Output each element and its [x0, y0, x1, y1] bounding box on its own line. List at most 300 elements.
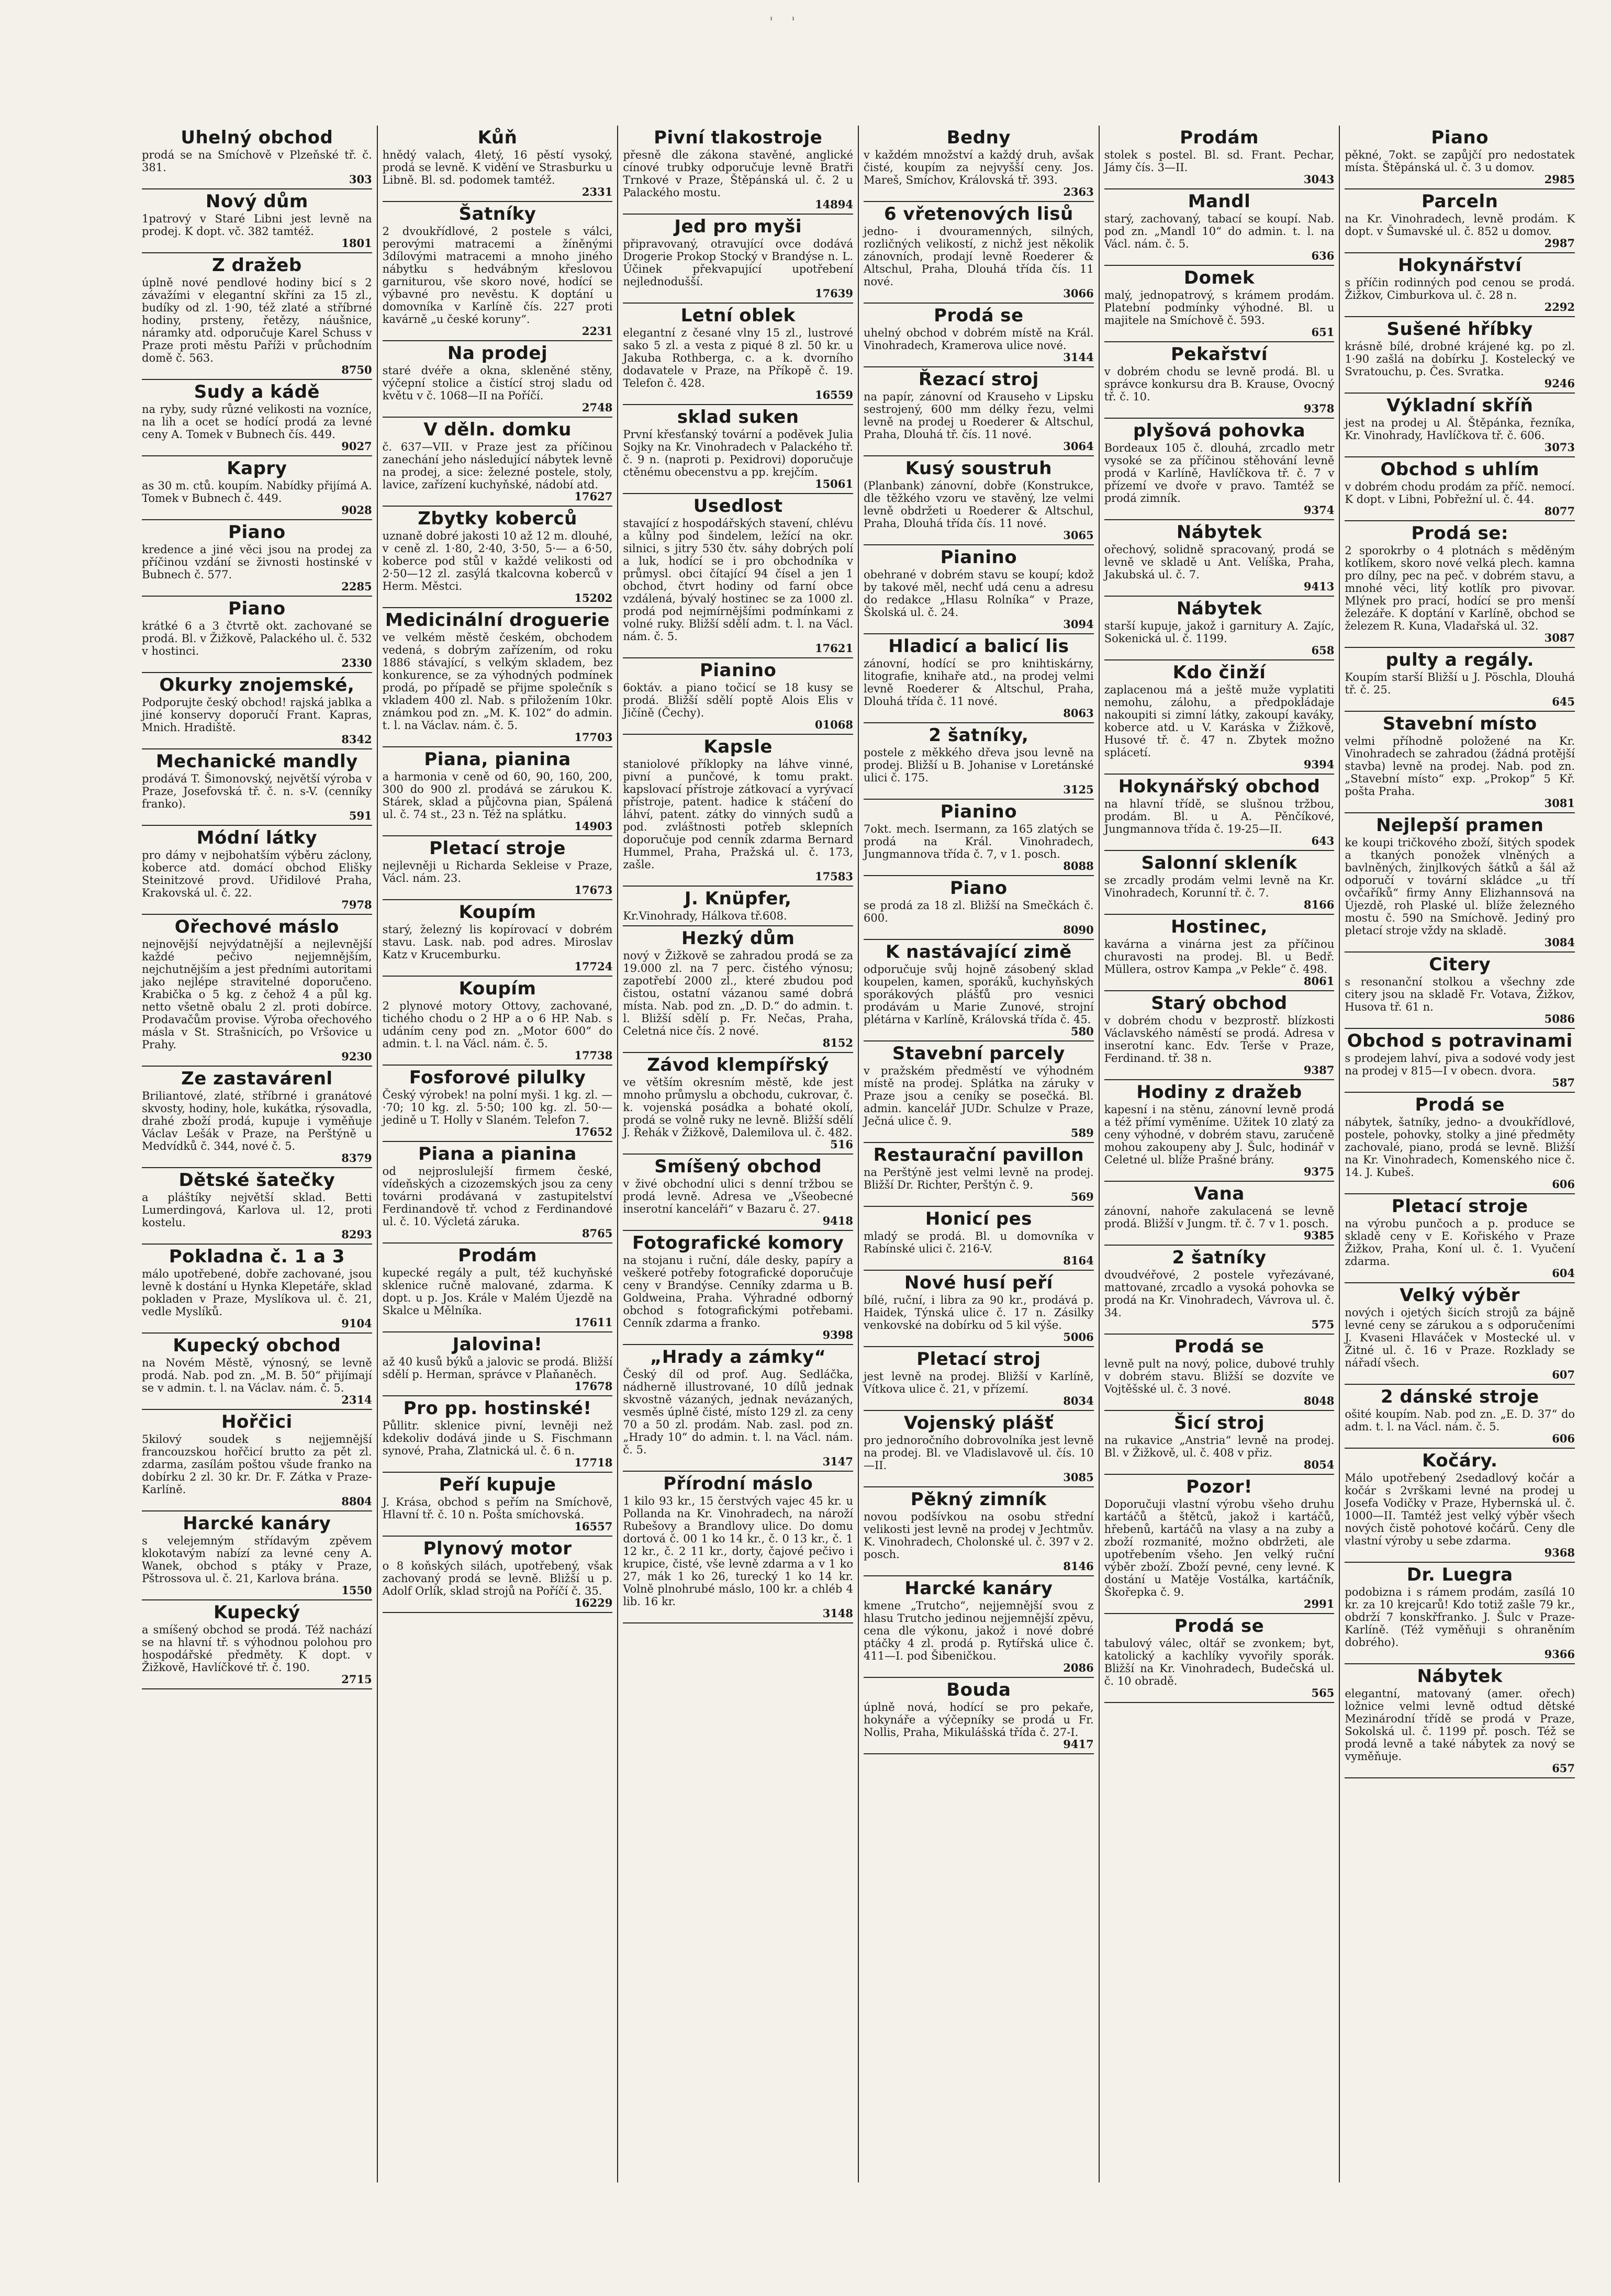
classified-ad [623, 735, 853, 887]
classified-ad [1345, 521, 1575, 648]
ad-text: staniolové příklopky na láhve vinné, pivní a punčové, k tomu prakt. kapslovací přístroje zátkovací a vyrývací přístroje, patent. hadice k stáčení do láhví, patent. zátky do vinných sudů a pod. zvláštnosti potřeb sklepních doporučuje pod cenník zdarma Bernard Hummel, Praha, Pražská ul. č. 173, zašle. [623, 758, 854, 871]
ad-code: 1801 [341, 237, 372, 250]
ad-title: 6 vřetenových lisů [884, 204, 1073, 225]
ad-title: Velký výběr [1400, 1285, 1520, 1306]
classified-ad [1104, 1411, 1335, 1475]
ad-code: 580 [1070, 1025, 1094, 1038]
ad-text: bílé, ruční, i libra za 90 kr., prodává p. Haidek, Týnská ulice č. 17 n. Zásilky venkovské na dobírku od 5 kil výše. [864, 1294, 1094, 1331]
ad-text: as 30 m. ctů. koupím. Nabídky přijímá A. Tomek v Bubnech č. 449. [142, 479, 372, 505]
ad-text: na Kr. Vinohradech, levně prodám. K dopt. v Šumavské ul. č. 852 u domov. [1345, 212, 1575, 238]
ad-text: První křesťanský tovární a poděvek Julia Sojky na Kr. Vinohradech v Palackého tř. č. 9 n. (naproti p. Pexidrovi) doporučuje ctěnému obecenstvu a pp. krejčím. [623, 428, 854, 478]
ad-code: 8750 [341, 363, 372, 376]
ad-code: 589 [1070, 1126, 1094, 1139]
ad-text: ošité koupím. Nab. pod zn. „E. D. 37“ do adm. t. l. na Václ. nám. č. 5. [1345, 1408, 1575, 1433]
ad-code: 9378 [1303, 402, 1335, 415]
ad-code: 3144 [1063, 351, 1094, 364]
ad-text: na Perštýně jest velmi levně na prodej. Bližší Dr. Richter, Perštýn č. 9. [864, 1166, 1094, 1191]
ad-text: elegantní, matovaný (amer. ořech) ložnice velmi levně odtud dětské Mezinárodní třídě se prodá v Praze, Sokolská ul. č. 1199 př. posch. Též se prodá levně a také nábytek za nový se vyměňuje. [1345, 1687, 1575, 1763]
ad-code: 8152 [822, 1036, 854, 1049]
ad-text: na Novém Městě, výnosný, se levně prodá. Nab. pod zn. „M. B. 50“ přijímají se v admin. t. l. na Václav. nám. č. 5. [142, 1357, 372, 1394]
classified-ad [1345, 712, 1575, 813]
classified-ad [623, 926, 853, 1053]
classified-ad [623, 1053, 853, 1155]
classified-ad [142, 1067, 372, 1168]
classified-ad [1104, 1182, 1335, 1246]
ad-title: Pletací stroj [916, 1349, 1041, 1370]
ad-code: 9394 [1303, 758, 1335, 771]
ad-title: Pekařství [1170, 344, 1268, 365]
classified-ad [864, 723, 1094, 800]
ad-title: Pivní tlakostroje [654, 127, 823, 148]
ad-title: Citery [1429, 954, 1491, 975]
ad-text: tabulový válec, oltář se zvonkem; byt, katolický a kachlíky vyvořily sporák. Bližší na Kr. Vinohradech, Budečská ul. č. 10 obradě. [1104, 1637, 1335, 1687]
ad-title: Vana [1194, 1183, 1245, 1204]
classified-ad [864, 202, 1094, 304]
ad-title: Sušené hříbky [1386, 319, 1533, 340]
ad-code: 14894 [814, 198, 854, 211]
ad-code: 17718 [574, 1456, 613, 1469]
ad-title: 2 šatníky, [928, 725, 1029, 746]
ad-title: Piano [1431, 127, 1489, 148]
ad-title: Kdo činží [1172, 662, 1266, 683]
ad-title: Okurky znojemské, [159, 675, 355, 696]
ad-code: 8146 [1063, 1560, 1094, 1573]
classified-ad [623, 887, 853, 926]
classified-ad [864, 1411, 1094, 1487]
ad-text: obehrané v dobrém stavu se koupí; kdož by takové měl, nechť udá cenu a adresu do redakce „Hlasu Rolníka“ v Praze, Školská ul. č. 24. [864, 568, 1094, 619]
ad-title: Závod klempířský [647, 1055, 830, 1076]
ad-code: 575 [1311, 1318, 1335, 1331]
ad-title: Nové husí peří [904, 1272, 1053, 1293]
classified-ad [383, 418, 613, 507]
ad-title: Prodá se [934, 305, 1024, 326]
classified-ad [864, 456, 1094, 545]
ad-code: 17738 [574, 1049, 613, 1062]
classified-ad [864, 1678, 1094, 1754]
ad-title: Pro pp. hostinské! [403, 1398, 592, 1419]
ad-title: Fotografické komory [632, 1233, 844, 1253]
classified-columns [137, 126, 1580, 2182]
classified-ad [864, 367, 1094, 456]
ad-title: Pianino [940, 801, 1017, 822]
ad-title: Obchod s uhlím [1380, 459, 1539, 480]
ad-title: J. Knüpfer, [684, 888, 792, 909]
classified-ad [142, 253, 372, 380]
classified-ad [1104, 1475, 1335, 1614]
ad-text: nový v Žižkově se zahradou prodá se za 19.000 zl. na 7 perc. čistého výnosu; zapotřebí 2000 zl., které zbudou pod čistou, ostatní vázanou samé dobrá místa. Nab. pod zn. „D. D.“ do admin. t. l. Bližší sdělí p. Fr. Nečas, Praha, Celetná nice čís. 2 nové. [623, 949, 854, 1037]
ad-title: Vojenský plášť [903, 1413, 1054, 1433]
ad-code: 606 [1552, 1432, 1575, 1445]
classified-ad [1345, 813, 1575, 953]
ad-text: zánovní, nahoře zakulacená se levně prodá. Bližší v Jungm. tř. č. 7 v 1. posch. [1104, 1205, 1335, 1230]
ad-code: 17703 [574, 731, 613, 744]
ad-code: 9385 [1303, 1229, 1335, 1242]
classified-ad [623, 1155, 853, 1231]
ad-title: Piano [950, 878, 1008, 899]
ad-title: Ořechové máslo [174, 916, 339, 937]
ad-text: Bordeaux 105 č. dlouhá, zrcadlo metr vysoké se za příčinou stěhování levně prodá v Karlíně, Havlíčkova tř. č. 7 v přízemí ve dvoře v pravo. Tamtéž se prodá zimník. [1104, 442, 1335, 505]
ad-code: 8342 [341, 733, 372, 746]
ad-text: malý, jednopatrový, s krámem prodám. Platební podmínky výhodné. Bl. u majitele na Smíchově č. 593. [1104, 289, 1335, 327]
ad-text: 1patrový v Staré Libni jest levně na prodej. K dopt. vč. 382 tamtéž. [142, 212, 372, 238]
ad-text: a harmonia v ceně od 60, 90, 160, 200, 300 do 900 zl. prodává se zárukou K. Stárek, sklad a půjčovna pian, Spálená ul. č. 74 st., 23 n. Též na splátku. [382, 770, 613, 821]
classified-ad [142, 189, 372, 253]
ad-code: 3085 [1063, 1471, 1094, 1484]
ad-text: Málo upotřebený 2sedadlový kočár a kočár s 2vrškami levné na prodej u Josefa Vodičky v Praze, Hybernská ul. č. 1000—II. Tamtéž jest velký výběr všech nových čistě pohotové kočárů. Ceny dle vlastní výroby u sebe zdarma. [1345, 1472, 1575, 1547]
ad-code: 3125 [1063, 783, 1094, 796]
ad-text: na papír, zánovní od Krauseho v Lipsku sestrojený, 600 mm délky řezu, velmi levně na prodej u Roederer & Altschul, Praha, Dlouhá tř. čís. 11 nové. [864, 390, 1094, 441]
ad-title: V děln. domku [423, 419, 572, 440]
ad-code: 3066 [1063, 287, 1094, 300]
ad-title: Prodám [1180, 127, 1259, 148]
ad-text: připravovaný, otravující ovce dodává Drogerie Prokop Stocký v Brandýse n. L. Účinek překvapující upotřebení nejlednodušší. [623, 238, 854, 288]
ad-text: prodává T. Šimonovský, největší výroba v Praze, Josefovská tř. č. n. s-V. (cenníky franko). [142, 772, 372, 810]
ad-code: 9374 [1303, 503, 1335, 517]
ad-code: 17621 [814, 642, 854, 655]
ad-text: jest na prodej u Al. Štěpánka, řezníka, Kr. Vinohrady, Havlíčkova tř. č. 606. [1345, 417, 1575, 442]
classified-ad [1345, 457, 1575, 521]
ad-title: Hodiny z dražeb [1136, 1082, 1302, 1103]
classified-ad [142, 673, 372, 749]
ad-code: 14903 [574, 820, 613, 833]
classified-ad [383, 900, 613, 977]
ad-text: a pláštíky největší sklad. Betti Lumerdingová, Karlova ul. 12, proti kostelu. [142, 1191, 372, 1229]
ad-text: pro dámy v nejbohatším výběru záclony, koberce atd. domácí obchod Elišky Steinitzové provd. Uřidilové Praha, Krakovská ul. č. 22. [142, 849, 372, 899]
ad-code: 2314 [341, 1393, 372, 1406]
ad-title: sklad suken [677, 407, 799, 428]
ad-text: Český výrobek! na polní myši. 1 kg. zl. —·70; 10 kg. zl. 5·50; 100 kg. zl. 50·— jedině u T. Holly v Slaném. Telefon 7. [382, 1089, 613, 1126]
ad-code: 17583 [814, 870, 854, 883]
ad-title: Bedny [946, 127, 1011, 148]
ad-text: pro jednoročního dobrovolníka jest levně na prodej. Bl. ve Vladislavově ul. čís. 10—II. [864, 1434, 1094, 1472]
classified-ad [383, 836, 613, 900]
ad-text: v dobrém chodu prodám za příč. nemocí. K dopt. v Libni, Pobřežní ul. č. 44. [1345, 480, 1575, 506]
ad-code: 9387 [1303, 1063, 1335, 1077]
classified-ad [383, 1066, 613, 1142]
classified-ad [1345, 1385, 1575, 1449]
ad-code: 2285 [341, 580, 372, 593]
ad-title: Mandl [1188, 191, 1251, 212]
ad-title: Koupím [458, 902, 536, 923]
ad-text: nejnovější nejvýdatnější a nejlevnější každé pečivo nejjemnějším, nejchutnějším a jest předními autoritami jako nejlépe stravitelné doporučeno. Krabička o 5 kg. z čehož 4 a půl kg. netto všetně obalu 2 zl. proti dobírce. Prodavačům provise. Výroba ořechového másla v St. Strašnicích, po Vršovice u Prahy. [142, 938, 372, 1051]
ad-text: s prodejem lahví, piva a sodové vody jest na prodej v 815—I v obecn. dvora. [1345, 1052, 1575, 1077]
ad-text: v každém množství a každý druh, avšak čisté, koupím za nejvyšší ceny. Jos. Mareš, Smíchov, Královská tř. 393. [864, 149, 1094, 186]
ad-code: 645 [1552, 695, 1575, 708]
classified-ad [142, 749, 372, 826]
classified-ad [383, 608, 613, 747]
classified-ad [142, 1600, 372, 1689]
ad-title: Nábytek [1176, 598, 1262, 619]
ad-title: Kupecký [213, 1602, 300, 1623]
ad-title: Restaurační pavillon [873, 1145, 1084, 1166]
ad-code: 2363 [1063, 185, 1094, 198]
classified-ad [864, 1207, 1094, 1271]
column-3 [617, 126, 858, 2182]
ad-code: 658 [1311, 644, 1335, 657]
ad-text: kmene „Trutcho“, nejjemnější svou z hlasu Trutcho jedinou nejjemnější zpěvu, cena dle výkonu, jakož i nové dobré ptáčky 4 zl. prodá p. Rytířská ulice č. 411—I. pod Šibeničkou. [864, 1599, 1094, 1662]
ad-code: 2292 [1544, 300, 1575, 313]
ad-title: Kočáry. [1422, 1450, 1498, 1471]
ad-text: s příčin rodinných pod cenou se prodá. Žižkov, Cimburkova ul. č. 28 n. [1345, 276, 1575, 301]
ad-code: 9418 [822, 1214, 854, 1227]
classified-ad [1345, 1449, 1575, 1563]
ad-code: 8048 [1303, 1394, 1335, 1407]
classified-ad [1104, 991, 1335, 1080]
classified-ad [623, 494, 853, 658]
ad-code: 8166 [1303, 898, 1335, 911]
ad-title: Jalovina! [452, 1334, 543, 1355]
ad-title: Pianino [940, 547, 1017, 568]
ad-text: s velejemným střídavým zpěvem klokotavým nabízí za levné ceny A. Wanek, obchod s ptáky v Praze, Pštrossova ul. č. 21, Karlova brána. [142, 1535, 372, 1585]
ad-text: kredence a jiné věci jsou na prodej za příčinou vzdání se živnosti hostinské v Bubnech č. 577. [142, 543, 372, 581]
classified-ad [623, 304, 853, 405]
classified-ad [1345, 394, 1575, 457]
ad-title: Stavební místo [1382, 713, 1537, 734]
classified-ad [142, 597, 372, 673]
classified-ad [383, 341, 613, 418]
ad-title: Pianino [699, 660, 777, 681]
classified-ad [142, 380, 372, 456]
ad-text: na výrobu punčoch a p. produce se skladě ceny v E. Kořiského v Praze Žižkov, Praha, Koní ul. č. 1. Vyučení zdarma. [1345, 1217, 1575, 1268]
ad-code: 2715 [341, 1673, 372, 1686]
classified-ad [623, 126, 853, 215]
ad-title: Piano [228, 522, 286, 543]
ad-text: o 8 koňských silách, upotřebený, však zachovaný prodá se levně. Bližší u p. Adolf Orlík, sklad strojů na Poříčí č. 35. [382, 1560, 613, 1597]
ad-text: 1 kilo 93 kr., 15 čerstvých vajec 45 kr. u Pollanda na Kr. Vinohradech, na nároží Rubešovy a Brandlovy ulice. Do domu dortová č. 00 1 ko 14 kr., č. 0 13 kr., č. 1 12 kr., č. 2 11 kr., dorty, čajové pečivo i krupice, čisté, vše levně zdarma a v 1 ko 27, mák 1 ko 26, turecký 1 ko 14 kr. Volně plnohrubé máslo, 100 kr. a chléb 4 lib. 16 kr. [623, 1495, 854, 1608]
column-5 [1099, 126, 1339, 2182]
ad-code: 3043 [1303, 173, 1335, 186]
classified-ad [1104, 1335, 1335, 1411]
ad-text: Půllitr. sklenice pivní, levněji než kdekoliv dodává jinde u S. Fischmann synové, Praha, Zlatnická ul. č. 6 n. [382, 1419, 613, 1457]
classified-ad [1104, 915, 1335, 991]
ad-title: Výkladní skříň [1386, 395, 1534, 416]
classified-ad [1345, 648, 1575, 712]
ad-title: Zbytky koberců [418, 508, 577, 529]
classified-ad [623, 1472, 853, 1623]
ad-code: 587 [1552, 1076, 1575, 1089]
ad-title: Hokynářský obchod [1118, 776, 1321, 797]
ad-title: Kupecký obchod [173, 1335, 341, 1356]
classified-ad [142, 456, 372, 520]
ad-code: 3065 [1063, 529, 1094, 542]
ad-text: jest levně na prodej. Bližší v Karlíně, Vítkova ulice č. 21, v přízemí. [864, 1370, 1094, 1395]
ad-text: ke koupi tričkového zboží, šitých spodek a tkaných ponožek vlněných a bavlněných, žinjlkových šátků a šál až odporučí v tovární skládce „u tří ovčaříků“ firmy Anny Elizhannsová na Újezdě, roh Plaské ul. blíže železného mostu č. 590 na Smíchově. Jediný pro pletací stroje vždy na skladě. [1345, 836, 1575, 937]
ad-title: Peří kupuje [439, 1474, 556, 1495]
classified-ad [383, 126, 613, 202]
classified-ad [623, 1231, 853, 1345]
ad-code: 8061 [1303, 975, 1335, 988]
ad-code: 15061 [814, 477, 854, 490]
classified-ad [864, 304, 1094, 367]
classified-ad [1104, 266, 1335, 342]
classified-ad [1345, 1283, 1575, 1385]
classified-ad [1104, 597, 1335, 660]
column-2 [377, 126, 618, 2182]
ad-code: 9028 [341, 503, 372, 517]
classified-ad [864, 126, 1094, 202]
ad-text: kupecké regály a pult, též kuchyňské sklenice ručně malované, zdarma. K dopt. u p. Jos. Krále v Malém Újezdě na Skalce u Mělníka. [382, 1267, 613, 1317]
ad-code: 643 [1311, 834, 1335, 847]
ad-code: 8054 [1303, 1458, 1335, 1471]
ad-title: Uhelný obchod [181, 127, 333, 148]
ad-code: 5006 [1063, 1330, 1094, 1343]
ad-title: Smíšený obchod [654, 1156, 822, 1177]
ad-code: 8804 [341, 1495, 372, 1508]
ad-text: mladý se prodá. Bl. u domovníka v Rabínské ulici č. 216-V. [864, 1230, 1094, 1255]
ad-title: Obchod s potravinami [1347, 1031, 1573, 1051]
ad-code: 9413 [1303, 580, 1335, 593]
classified-ad [1104, 1246, 1335, 1335]
ad-code: 2231 [581, 324, 613, 338]
ad-title: Usedlost [693, 496, 783, 517]
ad-text: 7okt. mech. Isermann, za 165 zlatých se prodá na Král. Vinohradech, Jungmannova třída č. 7, v 1. posch. [864, 823, 1094, 860]
classified-ad [383, 507, 613, 608]
ad-code: 3073 [1544, 441, 1575, 454]
classified-ad [623, 658, 853, 735]
classified-ad [142, 1334, 372, 1410]
classified-ad [383, 1244, 613, 1332]
ad-code: 17639 [814, 287, 854, 300]
classified-ad [1345, 1194, 1575, 1283]
ad-text: ořechový, solidně spracovaný, prodá se levně ve skladě u Ant. Velíška, Praha, Jakubská ul. č. 7. [1104, 543, 1335, 581]
ad-code: 7978 [341, 898, 372, 911]
ad-title: Nábytek [1176, 522, 1262, 543]
classified-ad [1345, 189, 1575, 253]
ad-code: 9398 [822, 1328, 854, 1341]
ad-title: Parceln [1422, 191, 1498, 212]
ad-text: novou podšívkou na osobu střední velikosti jest levně na prodej v Jechtmův. K. Vinohradech, Cholonské ul. č. 397 v 2. posch. [864, 1510, 1094, 1561]
ad-title: Mechanické mandly [155, 751, 358, 772]
ad-text: Briliantové, zlaté, stříbrné i granátové skvosty, hodiny, hole, kukátka, rýsovadla, drahé zboží prodá, kupuje i vyměňuje Václav Lešák v Praze, na Perštýně u Medvídků č. 344, nové č. 5. [142, 1090, 372, 1152]
ad-code: 651 [1311, 326, 1335, 339]
ad-text: starý, železný lis kopírovací v dobrém stavu. Lask. nab. pod adres. Miroslav Katz v Krucemburku. [382, 923, 613, 961]
classified-ad [1104, 520, 1335, 597]
classified-ad [142, 1511, 372, 1600]
ad-code: 8293 [341, 1228, 372, 1241]
classified-ad [142, 915, 372, 1067]
ad-title: Plynový motor [423, 1538, 572, 1559]
ad-text: v dobrém chodu v bezprostř. blízkosti Václavského náměstí se prodá. Adresa v inserotní kanc. Edv. Terše v Praze, Ferdinand. tř. 38 n. [1104, 1014, 1335, 1065]
ad-text: se zrcadly prodám velmi levně na Kr. Vinohradech, Korunní tř. č. 7. [1104, 874, 1335, 899]
ad-text: stolek s postel. Bl. sd. Frant. Pechar, Jámy čís. 3—II. [1104, 149, 1335, 174]
ad-code: 3094 [1063, 618, 1094, 631]
ad-title: Harcké kanáry [183, 1513, 331, 1534]
classified-ad [864, 1347, 1094, 1411]
ad-title: Šicí stroj [1173, 1413, 1265, 1433]
ad-code: 3087 [1544, 631, 1575, 644]
ad-code: 3147 [822, 1455, 854, 1468]
ad-title: Kapry [227, 458, 287, 479]
ad-text: dvoudvéřové, 2 postele vyřezávané, mattované, zrcadlo a vysoká pohovka se prodá na Kr. Vinohradech, Vávrova ul. č. 34. [1104, 1269, 1335, 1319]
ad-title: 2 dánské stroje [1380, 1386, 1539, 1407]
ad-text: na rukavice „Anstria“ levně na prodej. Bl. v Žižkově, ul. č. 408 v přiz. [1104, 1434, 1335, 1459]
classified-ad [142, 826, 372, 915]
classified-ad [142, 1245, 372, 1334]
classified-ad [1104, 419, 1335, 520]
ad-text: stavající z hospodářských stavení, chlévu a kůlny pod šindelem, ležící na okr. silnici, s jitry 530 čtv. sáhy dobrých polí a luk, hodící se i pro obchodníka v průmysl. obci čítající 94 čísel a jen 1 obchod, čtvrt hodiny od farní obce vzdálená, bývalý hostinec se za 1000 zl. prodá pod nejmírnějšími podmínkami z volné ruky. Bližší sdělí adm. t. l. na Václ. nám. č. 5. [623, 517, 854, 643]
ad-code: 17724 [574, 960, 613, 973]
classified-ad [864, 1271, 1094, 1347]
classified-ad [383, 977, 613, 1066]
classified-ad [1345, 317, 1575, 394]
classified-ad [1345, 1563, 1575, 1664]
ad-title: Kusý soustruh [905, 458, 1052, 479]
classified-ad [1104, 775, 1335, 851]
ad-text: úplně nová, hodící se pro pekaře, hokynáře a výčepníky se prodá u Fr. Nollis, Praha, Mikulášská třída č. 27-I. [864, 1701, 1094, 1739]
ad-title: plyšová pohovka [1133, 420, 1306, 441]
ad-code: 516 [830, 1138, 854, 1151]
classified-ad [383, 1396, 613, 1473]
classified-ad [383, 1332, 613, 1396]
ad-code: 3084 [1544, 936, 1575, 949]
ad-text: 2 plynové motory Ottovy, zachované, tichého chodu o 2 HP a o 6 HP. Nab. s udáním ceny pod zn. „Motor 600“ do admin. t. l. na Václ. nám. č. 5. [382, 1000, 613, 1050]
top-mark: ' [769, 15, 774, 30]
column-4 [858, 126, 1099, 2182]
classified-ad [1104, 126, 1335, 189]
ad-title: Pletací stroje [429, 838, 566, 859]
ad-text: odporučuje svůj hojně zásobený sklad koupelen, kamen, sporáků, kuchyňských sporákových plášťů pro vesnici prodávám u Marie Zunové, strojní plétárna v Karlíně, Královská třída č. 45. [864, 963, 1094, 1026]
top-mark: ' [791, 15, 796, 30]
ad-title: Dětské šatečky [178, 1170, 335, 1191]
ad-title: pulty a regály. [1385, 649, 1534, 670]
ad-title: 2 šatníky [1172, 1247, 1267, 1268]
ad-text: Koupím starší Bližší u J. Pöschla, Dlouhá tř. č. 25. [1345, 671, 1575, 696]
ad-code: 01068 [814, 718, 854, 731]
classified-ad [1345, 126, 1575, 189]
ad-code: 8034 [1063, 1394, 1094, 1407]
ad-code: 2987 [1544, 237, 1575, 250]
ad-text: Podporujte český obchod! rajská jablka a jiné konservy doporučí Frant. Kapras, Mnich. Hradiště. [142, 696, 372, 734]
ad-code: 2330 [341, 656, 372, 669]
ad-title: Prodám [458, 1245, 537, 1266]
classified-ad [142, 520, 372, 597]
ad-code: 3148 [822, 1607, 854, 1620]
classified-ad [864, 1143, 1094, 1207]
ad-code: 591 [349, 809, 372, 822]
ad-code: 9368 [1544, 1546, 1575, 1559]
ad-code: 3081 [1544, 797, 1575, 810]
ad-code: 8077 [1544, 505, 1575, 518]
ad-title: Šatníky [458, 204, 536, 225]
ad-code: 9246 [1544, 377, 1575, 390]
ad-code: 9375 [1303, 1165, 1335, 1178]
ad-title: Prodá se [1174, 1336, 1265, 1357]
classified-ad [864, 1041, 1094, 1143]
ad-code: 8379 [341, 1151, 372, 1164]
ad-title: Medicinální droguerie [385, 610, 610, 631]
classified-ad [383, 1537, 613, 1613]
ad-title: Jed pro myši [674, 216, 802, 237]
ad-text: úplně nové pendlové hodiny bicí s 2 závažími v elegantní skříni za 15 zl., budíky od zl. 1·90, též zlaté a stříbrné hodiny, prsteny, řetězy, náušnice, náramky atd. odporučuje Karel Schuss v Praze proti městu Paříži v průchodním domě č. 563. [142, 276, 372, 364]
ad-title: Prodá se: [1411, 523, 1508, 544]
ad-title: Hořčici [221, 1412, 293, 1432]
ad-text: J. Krása, obchod s peřím na Smíchově, Hlavní tř. č. 10 n. Pošta smíchovská. [382, 1496, 613, 1521]
column-1 [137, 126, 377, 2182]
ad-text: se prodá za 18 zl. Bližší na Smečkách č. 600. [864, 899, 1094, 924]
ad-code: 9230 [341, 1050, 372, 1063]
classified-ad [383, 202, 613, 341]
ad-text: starší kupuje, jakož i garnitury A. Zajíc, Sokenická ul. č. 1199. [1104, 620, 1335, 645]
ad-title: Kůň [477, 127, 518, 148]
ad-code: 8090 [1063, 923, 1094, 936]
ad-code: 2991 [1303, 1597, 1335, 1610]
ad-title: Kapsle [703, 736, 773, 757]
ad-text: starý, zachovaný, tabací se koupí. Nab. pod zn. „Mandl 10“ do admin. t. l. na Václ. nám. č. 5. [1104, 212, 1335, 250]
ad-code: 2985 [1544, 173, 1575, 186]
classified-ad [1104, 660, 1335, 775]
ad-code: 5086 [1544, 1012, 1575, 1025]
ad-code: 17673 [574, 883, 613, 897]
